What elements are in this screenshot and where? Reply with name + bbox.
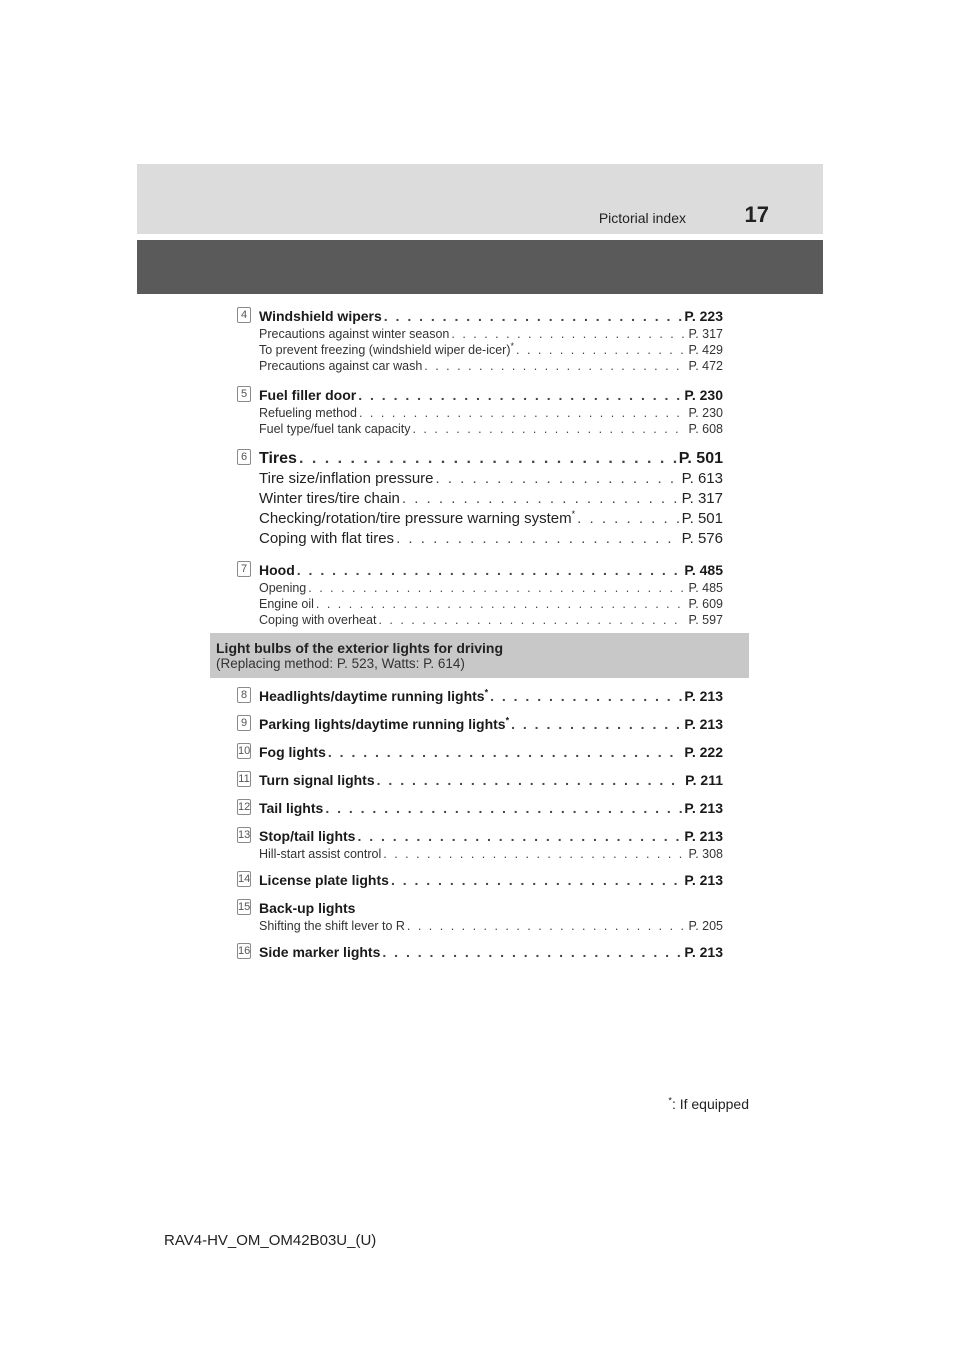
callout-number: 10 [238, 745, 251, 757]
sub-page: P. 317 [688, 327, 723, 341]
entry-label: Tires [259, 450, 297, 467]
sub-label: Opening [259, 581, 307, 595]
sub-row[interactable] [259, 405, 723, 421]
entry-label: Stop/tail lights [259, 828, 356, 844]
sub-page: P. 597 [688, 613, 723, 627]
sub-page: P. 485 [688, 581, 723, 595]
entry-row[interactable] [259, 826, 723, 846]
index-entry-headlights [237, 686, 723, 706]
sub-page: P. 609 [688, 597, 723, 611]
entry-page: P. 213 [684, 800, 723, 816]
index-entry-stop-tail-lights [237, 826, 723, 862]
index-entry-fuel-filler-door [237, 385, 723, 437]
sub-page: P. 613 [681, 470, 723, 487]
entry-page: P. 501 [678, 450, 723, 467]
index-entry-windshield-wipers [237, 306, 723, 374]
entry-label: Fuel filler door [259, 387, 357, 403]
sub-row[interactable] [259, 846, 723, 862]
entry-row[interactable] [259, 942, 723, 962]
page-number: 17 [744, 202, 769, 227]
sub-page: P. 472 [688, 359, 723, 373]
entry-row [259, 898, 723, 918]
entry-label: Parking lights/daytime running lights* [259, 715, 510, 732]
sub-row[interactable] [259, 509, 723, 529]
entry-label: Back-up lights [259, 900, 356, 916]
index-entry-tires [237, 448, 723, 549]
entry-label: License plate lights [259, 872, 389, 888]
light-bulbs-title: Light bulbs of the exterior lights for driving [216, 640, 503, 656]
equipped-star: * [505, 715, 510, 726]
entry-row[interactable] [259, 770, 723, 790]
entry-label: Fog lights [259, 744, 326, 760]
callout-number: 11 [238, 773, 250, 785]
sub-row[interactable] [259, 529, 723, 549]
entry-label: Headlights/daytime running lights* [259, 687, 489, 704]
sub-row[interactable] [259, 918, 723, 934]
sub-label: Winter tires/tire chain [259, 490, 400, 507]
callout-number: 9 [237, 715, 251, 731]
callout-number: 14 [238, 873, 251, 885]
header-band [137, 240, 823, 294]
entry-page: P. 213 [684, 944, 723, 960]
sub-page: P. 608 [688, 422, 723, 436]
sub-page: P. 230 [688, 406, 723, 420]
entry-label: Tail lights [259, 800, 324, 816]
sub-page: P. 317 [681, 490, 723, 507]
section-title: Pictorial index [598, 210, 686, 226]
callout-number: 7 [237, 561, 251, 577]
entry-row[interactable] [259, 385, 723, 405]
sub-row[interactable] [259, 469, 723, 489]
callout-number: 12 [238, 801, 251, 813]
callout-number: 5 [237, 386, 251, 402]
index-entries [237, 306, 723, 639]
sub-page: P. 576 [681, 530, 723, 547]
index-entry-side-marker-lights [237, 942, 723, 962]
sub-page: P. 205 [688, 919, 723, 933]
entry-row[interactable] [259, 686, 723, 706]
light-entries [237, 686, 723, 970]
callout-number: 4 [237, 307, 251, 323]
callout-number: 8 [237, 687, 251, 703]
equipped-star: * [571, 509, 576, 519]
entry-row[interactable] [259, 742, 723, 762]
index-entry-parking-lights [237, 714, 723, 734]
index-entry-license-plate-lights [237, 870, 723, 890]
index-entry-tail-lights [237, 798, 723, 818]
sub-row[interactable] [259, 421, 723, 437]
entry-page: P. 213 [684, 872, 723, 888]
entry-label: Hood [259, 562, 295, 578]
sub-label: Checking/rotation/tire pressure warning system* [259, 509, 576, 527]
sub-label: Fuel type/fuel tank capacity [259, 422, 411, 436]
index-entry-turn-signal-lights [237, 770, 723, 790]
entry-page: P. 213 [684, 688, 723, 704]
entry-row[interactable] [259, 448, 723, 469]
sub-label: Tire size/inflation pressure [259, 470, 434, 487]
sub-label: Precautions against winter season [259, 327, 450, 341]
sub-row[interactable] [259, 596, 723, 612]
callout-number: 6 [237, 449, 251, 465]
sub-label: Coping with overheat [259, 613, 377, 627]
entry-page: P. 230 [684, 387, 723, 403]
sub-row[interactable] [259, 489, 723, 509]
sub-page: P. 429 [688, 343, 723, 357]
sub-row[interactable] [259, 358, 723, 374]
sub-label: Coping with flat tires [259, 530, 395, 547]
index-entry-back-up-lights [237, 898, 723, 934]
entry-label: Windshield wipers [259, 308, 382, 324]
callout-number: 15 [238, 901, 251, 913]
sub-row[interactable] [259, 580, 723, 596]
equipped-star: * [484, 687, 489, 698]
sub-label: To prevent freezing (windshield wiper de-icer)* [259, 342, 515, 357]
entry-row[interactable] [259, 714, 723, 734]
sub-row[interactable] [259, 342, 723, 358]
entry-label: Turn signal lights [259, 772, 375, 788]
sub-label: Shifting the shift lever to R [259, 919, 405, 933]
entry-page: P. 223 [684, 308, 723, 324]
entry-row[interactable] [259, 306, 723, 326]
entry-page: P. 211 [685, 772, 723, 788]
entry-row[interactable] [259, 798, 723, 818]
callout-number: 16 [238, 945, 251, 957]
entry-label: Side marker lights [259, 944, 381, 960]
entry-page: P. 222 [684, 744, 723, 760]
entry-page: P. 213 [684, 828, 723, 844]
footnote-star: * [668, 1095, 672, 1106]
footnote [668, 1096, 749, 1112]
document-code: RAV4-HV_OM_OM42B03U_(U) [164, 1232, 377, 1249]
sub-label: Hill-start assist control [259, 847, 382, 861]
sub-label: Precautions against car wash [259, 359, 423, 373]
sub-page: P. 501 [681, 510, 723, 527]
sub-row[interactable] [259, 326, 723, 342]
page-header [137, 164, 823, 234]
entry-row[interactable] [259, 560, 723, 580]
index-entry-fog-lights [237, 742, 723, 762]
footnote-text: : If equipped [671, 1096, 749, 1112]
sub-label: Refueling method [259, 406, 357, 420]
sub-row[interactable] [259, 612, 723, 628]
sub-page: P. 308 [688, 847, 723, 861]
callout-number: 13 [238, 829, 251, 841]
light-bulbs-heading [210, 633, 749, 678]
index-entry-hood [237, 560, 723, 628]
light-bulbs-subtitle: (Replacing method: P. 523, Watts: P. 614) [216, 656, 465, 671]
entry-page: P. 485 [684, 562, 723, 578]
entry-page: P. 213 [684, 716, 723, 732]
equipped-star: * [510, 342, 515, 351]
sub-label: Engine oil [259, 597, 314, 611]
entry-row[interactable] [259, 870, 723, 890]
